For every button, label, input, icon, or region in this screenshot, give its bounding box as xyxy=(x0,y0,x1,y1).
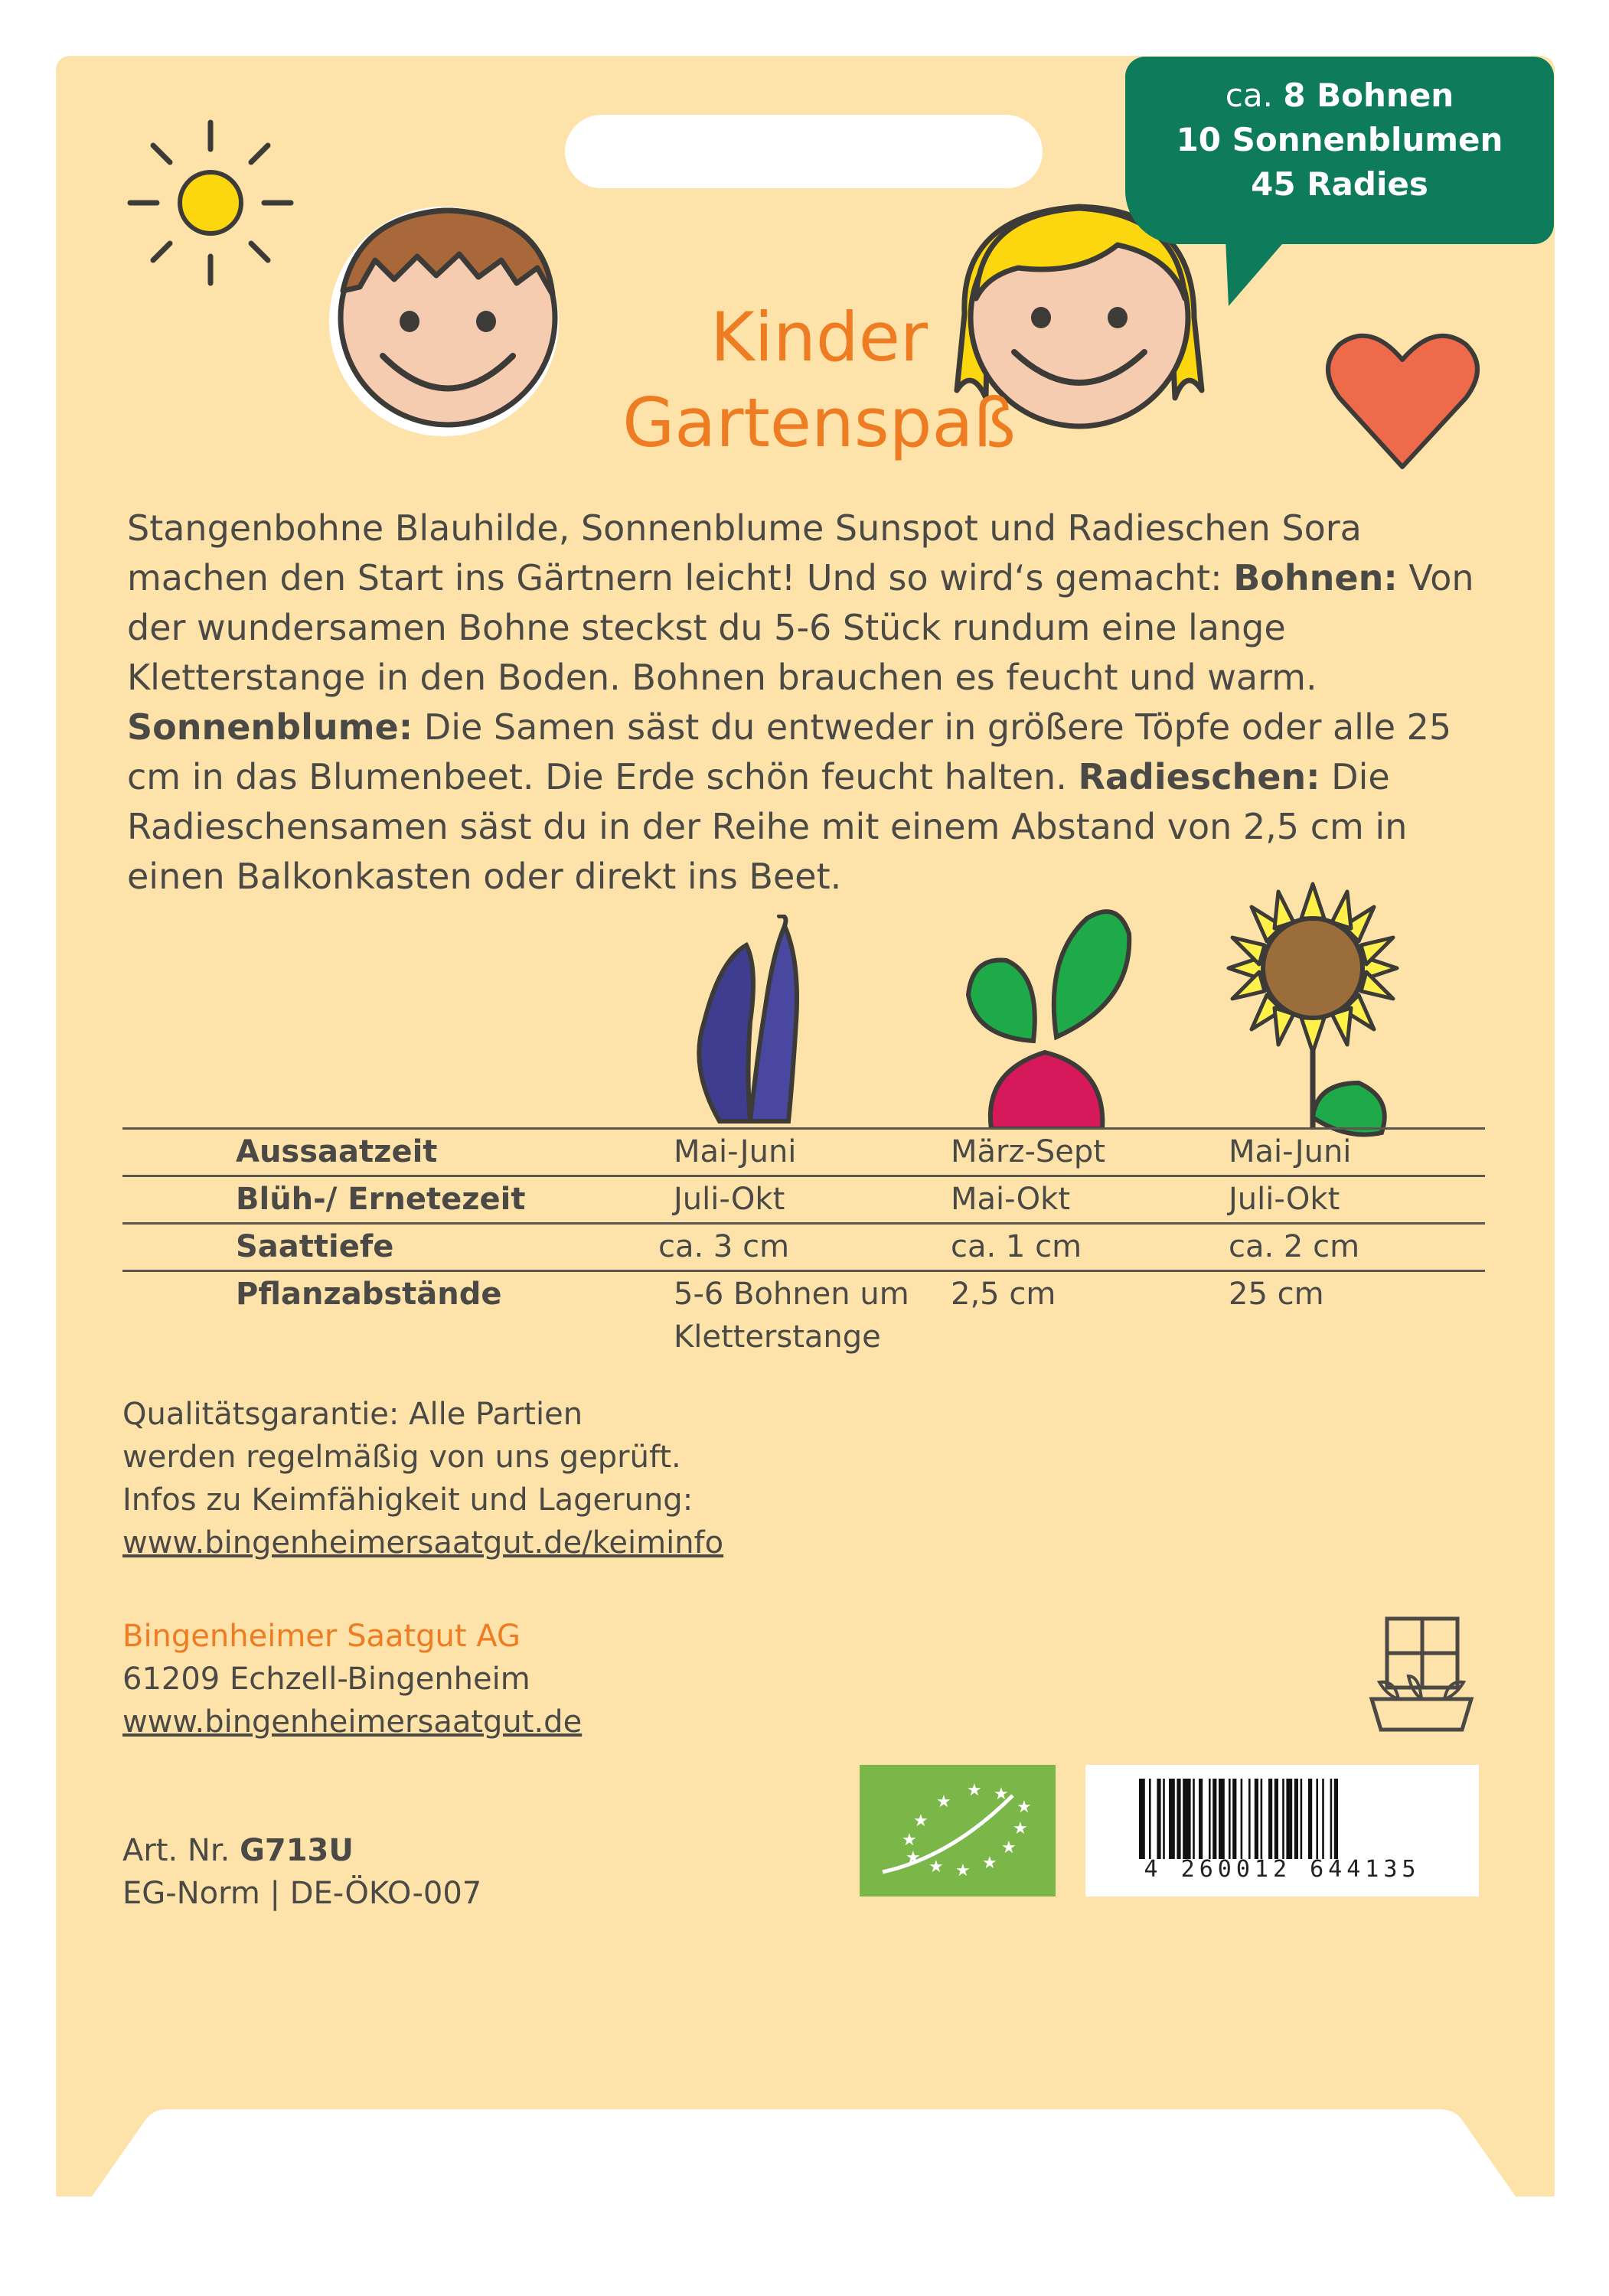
seed-count-prefix: ca. xyxy=(1225,77,1273,114)
barcode-bar xyxy=(1255,1779,1258,1859)
text-sonnenblume: Die Samen säst du entweder in größere Töpfe oder alle 25 cm in das Blumenbeet. Die Erde schön feucht halten. xyxy=(127,706,1452,797)
quality-line-2: werden regelmäßig von uns geprüft. xyxy=(122,1440,681,1475)
barcode-bar xyxy=(1322,1779,1324,1859)
quality-guarantee xyxy=(122,1393,723,1564)
table-radies-pflanzabstaende: 2,5 cm xyxy=(951,1277,1056,1312)
boy-face-icon xyxy=(314,191,574,444)
article-info xyxy=(122,1829,481,1915)
heart-icon xyxy=(1320,321,1485,475)
intro-text: Stangenbohne Blauhilde, Sonnenblume Sunspot und Radieschen Sora machen den Start ins Gärtnern leicht! Und so wird‘s gemacht: xyxy=(127,507,1362,598)
barcode-bar xyxy=(1219,1779,1225,1859)
bean-pod-icon xyxy=(674,915,819,1129)
barcode-bar xyxy=(1308,1779,1312,1859)
barcode-bar xyxy=(1241,1779,1243,1859)
barcode-bar xyxy=(1177,1779,1180,1859)
quality-line-3: Infos zu Keimfähigkeit und Lagerung: xyxy=(122,1482,694,1518)
table-bohne-aussaatzeit: Mai-Juni xyxy=(674,1134,797,1169)
title-line-1: Kinder xyxy=(710,298,929,377)
keiminfo-link[interactable]: www.bingenheimersaatgut.de/keiminfo xyxy=(122,1525,724,1561)
barcode-bar xyxy=(1282,1779,1284,1859)
table-sonne-saattiefe: ca. 2 cm xyxy=(1229,1229,1360,1264)
heading-bohnen: Bohnen: xyxy=(1233,557,1398,598)
barcode-bar xyxy=(1316,1779,1318,1859)
barcode-bar xyxy=(1261,1779,1263,1859)
barcode-bar xyxy=(1149,1779,1151,1859)
seed-count-beans: 8 Bohnen xyxy=(1283,77,1454,114)
table-line-1 xyxy=(122,1175,1485,1177)
packet-bottom-edge xyxy=(0,2089,1609,2296)
speech-bubble-tail xyxy=(1217,222,1309,314)
company-info xyxy=(122,1615,582,1743)
seed-count-sunflowers: 10 Sonnenblumen xyxy=(1176,121,1503,158)
article-number-label: Art. Nr. xyxy=(122,1833,230,1868)
instructions-text xyxy=(127,504,1497,902)
text-radieschen: Die Radieschensamen säst du in der Reihe mit einem Abstand von 2,5 cm in einen Balkonkasten oder direkt ins Beet. xyxy=(127,756,1408,897)
svg-text:★: ★ xyxy=(1013,1819,1028,1838)
table-line-3 xyxy=(122,1270,1485,1272)
table-sonne-pflanzabstaende: 25 cm xyxy=(1229,1277,1324,1312)
table-line-2 xyxy=(122,1222,1485,1225)
table-label-aussaatzeit: Aussaatzeit xyxy=(236,1134,438,1169)
organic-norm: EG-Norm | DE-ÖKO-007 xyxy=(122,1876,482,1911)
heading-radieschen: Radieschen: xyxy=(1078,756,1320,797)
seed-count-text xyxy=(1125,73,1554,207)
barcode-bar xyxy=(1212,1779,1216,1859)
table-label-pflanzabstaende: Pflanzabstände xyxy=(236,1277,502,1312)
svg-text:★: ★ xyxy=(936,1792,951,1812)
quality-line-1: Qualitätsgarantie: Alle Partien xyxy=(122,1397,583,1432)
svg-text:★: ★ xyxy=(902,1831,917,1850)
barcode-bar xyxy=(1286,1779,1292,1859)
barcode-bar xyxy=(1274,1779,1278,1859)
table-bohne-bluehzeit: Juli-Okt xyxy=(674,1182,785,1217)
barcode-bar xyxy=(1169,1779,1175,1859)
barcode-bar xyxy=(1139,1779,1145,1859)
sun-icon xyxy=(122,115,299,291)
table-bohne-pflanzabstaende: 5-6 Bohnen um xyxy=(674,1277,909,1312)
barcode-bars xyxy=(1139,1779,1445,1859)
hang-hole xyxy=(565,115,1043,188)
barcode-bar xyxy=(1193,1779,1195,1859)
product-title xyxy=(551,295,1087,466)
table-sonne-bluehzeit: Juli-Okt xyxy=(1229,1182,1340,1217)
barcode-bar xyxy=(1334,1779,1338,1859)
sunflower-icon xyxy=(1217,876,1408,1144)
barcode-bar xyxy=(1163,1779,1165,1859)
text-bohnen: Von der wundersamen Bohne steckst du 5-6 Stück rundum eine lange Kletterstange in den Boden. Bohnen brauchen es feucht und warm. xyxy=(127,557,1474,698)
title-line-2: Gartenspaß xyxy=(622,383,1016,462)
barcode-bar xyxy=(1232,1779,1236,1859)
svg-text:★: ★ xyxy=(955,1861,971,1880)
svg-text:★: ★ xyxy=(994,1785,1009,1804)
svg-text:★: ★ xyxy=(913,1812,929,1831)
eu-leaf-stars-icon xyxy=(860,1765,1056,1896)
heading-sonnenblume: Sonnenblume: xyxy=(127,706,413,748)
table-radies-aussaatzeit: März-Sept xyxy=(951,1134,1105,1169)
table-bohne-saattiefe: ca. 3 cm xyxy=(658,1229,790,1264)
barcode-bar xyxy=(1248,1779,1251,1859)
barcode-bar xyxy=(1301,1779,1303,1859)
svg-text:★: ★ xyxy=(1017,1798,1032,1817)
seed-count-radishes: 45 Radies xyxy=(1251,165,1428,203)
barcode-bar xyxy=(1294,1779,1298,1859)
company-name: Bingenheimer Saatgut AG xyxy=(122,1619,521,1654)
table-radies-saattiefe: ca. 1 cm xyxy=(951,1229,1082,1264)
barcode-bar xyxy=(1183,1779,1190,1859)
barcode-bar xyxy=(1268,1779,1272,1859)
windowsill-planter-icon xyxy=(1364,1615,1479,1737)
barcode-bar xyxy=(1209,1779,1211,1859)
barcode-digits: 4 260012 644135 xyxy=(1144,1856,1421,1883)
table-sonne-aussaatzeit: Mai-Juni xyxy=(1229,1134,1352,1169)
table-label-bluehzeit: Blüh-/ Ernetezeit xyxy=(236,1182,526,1217)
barcode-bar xyxy=(1199,1779,1203,1859)
barcode-bar xyxy=(1229,1779,1231,1859)
table-radies-bluehzeit: Mai-Okt xyxy=(951,1182,1071,1217)
table-bohne-pflanzabstaende-2: Kletterstange xyxy=(674,1319,881,1355)
barcode-bar xyxy=(1157,1779,1160,1859)
radish-icon xyxy=(961,903,1137,1129)
svg-text:★: ★ xyxy=(1001,1838,1017,1857)
company-website-link[interactable]: www.bingenheimersaatgut.de xyxy=(122,1704,583,1740)
table-line-top xyxy=(122,1127,1485,1130)
eu-organic-logo xyxy=(860,1765,1056,1896)
svg-text:★: ★ xyxy=(967,1781,982,1800)
article-number: G713U xyxy=(240,1833,354,1868)
svg-text:★: ★ xyxy=(929,1857,944,1877)
svg-text:★: ★ xyxy=(982,1854,997,1873)
company-address: 61209 Echzell-Bingenheim xyxy=(122,1662,530,1697)
table-label-saattiefe: Saattiefe xyxy=(236,1229,394,1264)
svg-text:★: ★ xyxy=(906,1848,921,1867)
barcode-bar xyxy=(1330,1779,1333,1859)
